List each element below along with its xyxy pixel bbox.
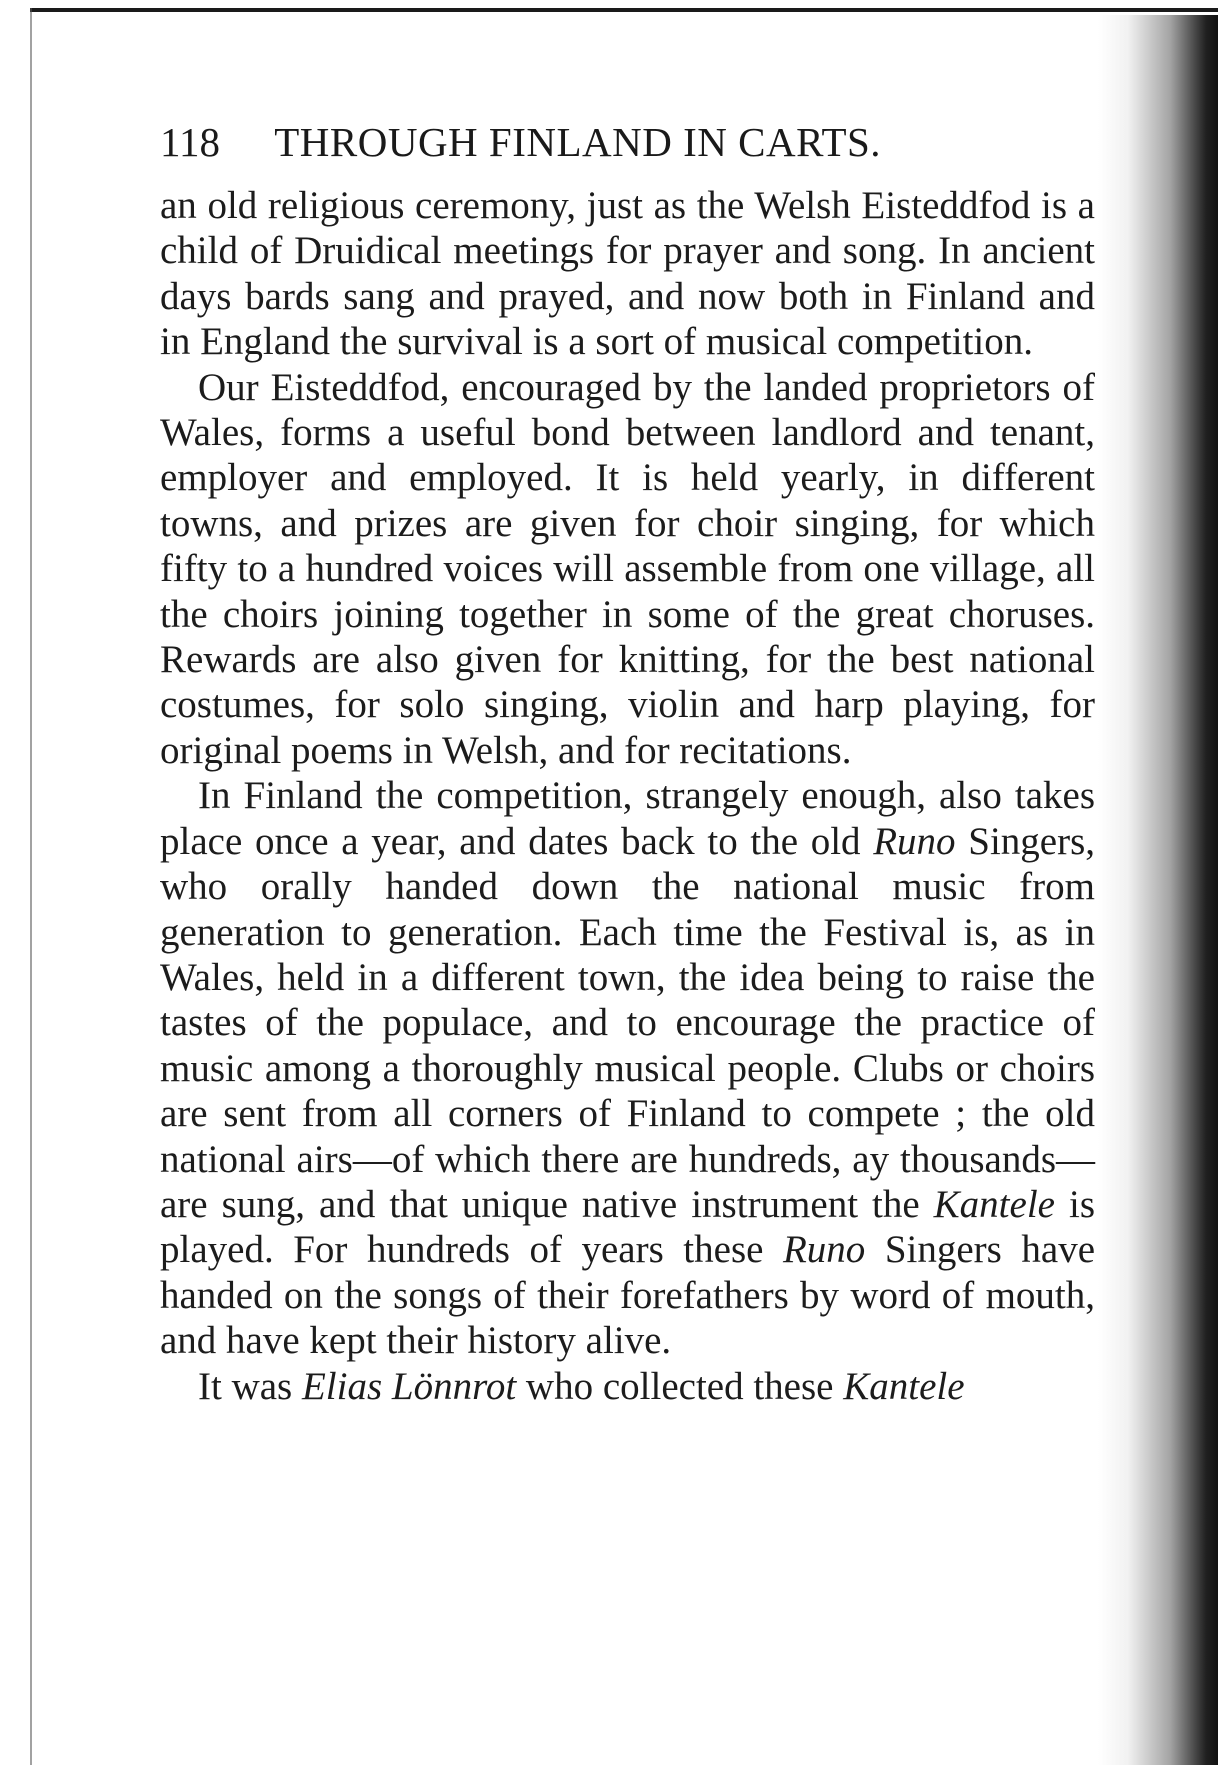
paragraph-4 bbox=[160, 1364, 1095, 1409]
binding-shadow bbox=[1098, 15, 1218, 1765]
scan-left-edge bbox=[30, 8, 32, 1765]
italic-term-kantele: Kantele bbox=[933, 1182, 1055, 1226]
text-segment: an old religious ceremony, just as the Welsh Eisteddfod is a child of Druidical meetings for prayer and song. In ancient days bards sang and prayed, and now both in Finland and in England the survival is a sort of musical competition. bbox=[160, 184, 1095, 364]
text-segment: Singers have handed on the songs of their forefathers by word of mouth, and have kept their history alive. bbox=[160, 1228, 1096, 1363]
paragraph-3 bbox=[160, 773, 1095, 1363]
page-number: 118 bbox=[160, 119, 220, 165]
text-segment: is played. For hundreds of years these bbox=[160, 1182, 1095, 1272]
text-segment: who collected these bbox=[516, 1364, 844, 1408]
scan-top-edge bbox=[30, 8, 1218, 12]
running-title: THROUGH FINLAND IN CARTS. bbox=[274, 119, 882, 165]
text-segment: Our Eisteddfod, encouraged by the landed proprietors of Wales, forms a useful bond between landlord and tenant, employer and employed. It is held yearly, in different towns, and prizes are given for choir singing, for which fifty to a hundred voices will assemble from one village, all the choirs joining together in some of the great choruses. Rewards are also given for knitting, for the best national costumes, for solo singing, violin and harp playing, for original poems in Welsh, and for recitations. bbox=[160, 365, 1095, 772]
italic-term-runo: Runo bbox=[782, 1228, 866, 1272]
italic-term-kantele: Kantele bbox=[843, 1364, 965, 1408]
italic-name-elias-lonnrot: Elias Lönnrot bbox=[301, 1364, 517, 1408]
text-segment: In Finland the competition, strangely enough, also takes place once a year, and dates back to the old bbox=[160, 774, 1095, 863]
body-text bbox=[160, 183, 1095, 1409]
text-segment: It was bbox=[198, 1364, 302, 1408]
italic-term-runo: Runo bbox=[873, 819, 956, 863]
paragraph-1 bbox=[160, 183, 1095, 365]
text-segment: Singers, who orally handed down the national music from generation to generation. Each time the Festival is, as in Wales, held in a different town, the idea being to raise the tastes of the populace, and to encourage the practice of music among a thoroughly musical people. Clubs or choirs are sent from all corners of Finland to compete ; the old national airs—of which there are hundreds, ay thousands—are sung, and that unique native instrument the bbox=[160, 819, 1095, 1226]
paragraph-2 bbox=[160, 365, 1095, 774]
running-header bbox=[160, 118, 1100, 166]
